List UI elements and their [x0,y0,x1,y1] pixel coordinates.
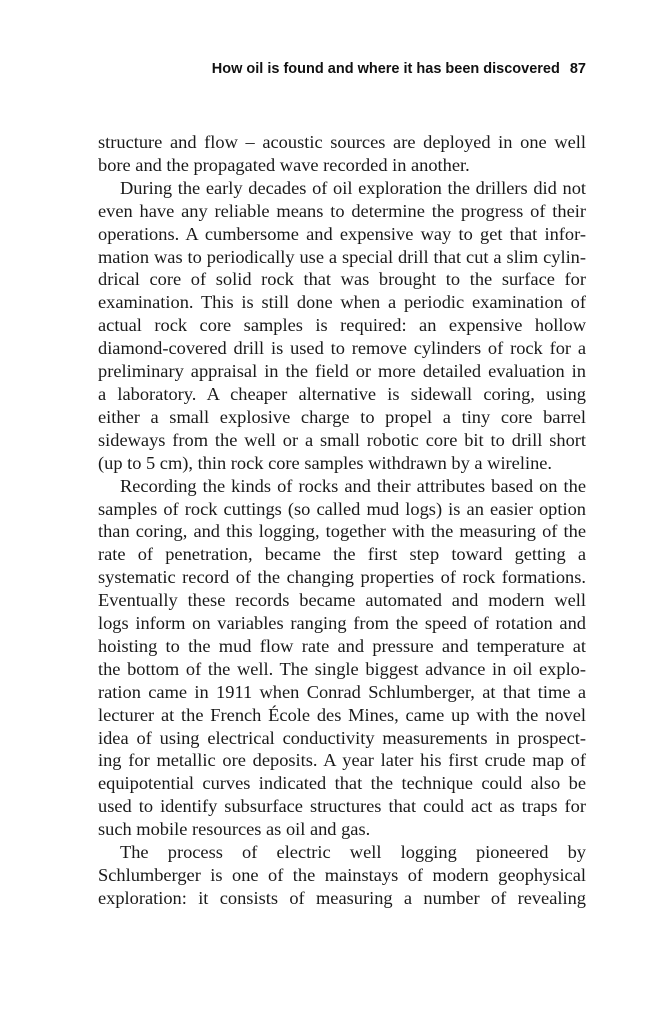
text-line: mation was to periodically use a special drill that cut a slim cylin- [98,246,586,267]
text-line: Recording the kinds of rocks and their attributes based on the [120,475,586,496]
text-line: used to identify subsurface structures that could act as traps for [98,796,586,817]
text-line: equipotential curves indicated that the technique could also be [98,773,586,794]
text-line: sideways from the well or a small robotic core bit to drill short [98,429,586,450]
text-line: operations. A cumbersome and expensive way to get that infor- [98,223,586,244]
text-line: the bottom of the well. The single biggest advance in oil explo- [98,658,586,679]
paragraph [98,841,586,910]
text-line: ration came in 1911 when Conrad Schlumberger, at that time a [98,681,586,702]
text-line: samples of rock cuttings (so called mud logs) is an easier option [98,498,586,519]
running-head [98,59,586,79]
text-line: a laboratory. A cheaper alternative is sidewall coring, using [98,383,586,404]
text-line: drical core of solid rock that was brought to the surface for [98,269,586,290]
text-line: hoisting to the mud flow rate and pressure and temperature at [98,635,586,656]
text-line: The process of electric well logging pioneered by [120,842,586,863]
text-line: logs inform on variables ranging from the speed of rotation and [98,613,586,634]
body-text [98,131,586,910]
text-line: lecturer at the French École des Mines, came up with the novel [98,704,586,725]
text-line: systematic record of the changing properties of rock formations. [98,567,586,588]
text-line: such mobile resources as oil and gas. [98,819,371,840]
text-line: Schlumberger is one of the mainstays of modern geophysical [98,865,586,885]
paragraph [98,131,586,177]
text-line: structure and flow – acoustic sources are deployed in one well [98,132,586,152]
page-number: 87 [569,61,586,77]
text-line: diamond-covered drill is used to remove cylinders of rock for a [98,338,586,359]
text-line: preliminary appraisal in the field or more detailed evaluation in [98,361,586,382]
text-line: exploration: it consists of measuring a number of revealing [98,887,586,908]
paragraph [98,475,586,842]
text-line: actual rock core samples is required: an expensive hollow [98,315,586,336]
text-line: even have any reliable means to determine the progress of their [98,200,586,221]
text-line: rate of penetration, became the first step toward getting a [98,544,586,565]
text-line: During the early decades of oil exploration the drillers did not [120,177,586,198]
text-line: bore and the propagated wave recorded in another. [98,154,470,175]
text-line: Eventually these records became automated and modern well [98,590,586,611]
text-line: either a small explosive charge to propel a tiny core barrel [98,406,586,427]
text-line: examination. This is still done when a periodic examination of [98,292,586,313]
chapter-title: How oil is found and where it has been discovered [211,61,560,77]
text-line: idea of using electrical conductivity measurements in prospect- [98,727,586,748]
text-line: (up to 5 cm), thin rock core samples withdrawn by a wireline. [98,452,553,473]
paragraph [98,177,586,475]
text-line: than coring, and this logging, together with the measuring of the [98,521,586,542]
text-line: ing for metallic ore deposits. A year later his first crude map of [98,750,586,771]
